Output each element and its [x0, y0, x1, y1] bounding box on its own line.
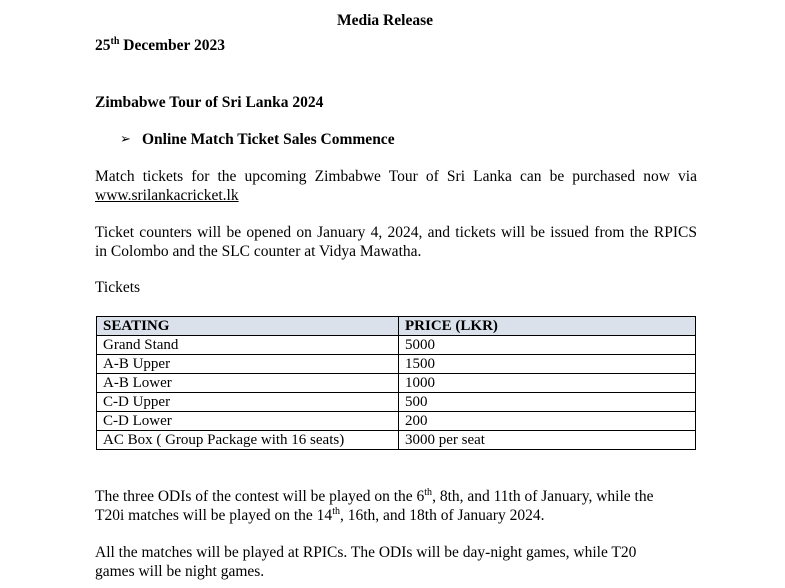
ticket-price-table [96, 316, 696, 450]
price-cell: 3000 per seat [399, 431, 696, 450]
seating-cell: Grand Stand [97, 336, 399, 355]
paragraph-schedule-line1 [95, 488, 653, 506]
paragraph-venue-line2: games will be night games. [95, 563, 265, 580]
table-row [97, 336, 696, 355]
table-row [97, 393, 696, 412]
header-seating: SEATING [97, 317, 399, 336]
paragraph-purchase-line1: Match tickets for the upcoming Zimbabwe Tour of Sri Lanka can be purchased now via [95, 168, 697, 185]
paragraph-schedule-line2 [95, 507, 544, 525]
price-cell: 5000 [399, 336, 696, 355]
website-link[interactable]: www.srilankacricket.lk [95, 187, 239, 204]
bullet-text: Online Match Ticket Sales Commence [142, 131, 395, 148]
price-cell: 1000 [399, 374, 696, 393]
date-day: 25 [95, 37, 111, 54]
seating-cell: A-B Upper [97, 355, 399, 374]
tour-heading: Zimbabwe Tour of Sri Lanka 2024 [95, 94, 324, 111]
table-row [97, 431, 696, 450]
ordinal-suffix: th [332, 505, 340, 517]
price-cell: 1500 [399, 355, 696, 374]
table-row [97, 374, 696, 393]
arrow-bullet-icon: ➢ [120, 132, 131, 147]
table-row [97, 355, 696, 374]
paragraph-venue-line1: All the matches will be played at RPICs. The ODIs will be day-night games, while T20 [95, 544, 637, 561]
seating-cell: AC Box ( Group Package with 16 seats) [97, 431, 399, 450]
date-suffix: th [110, 35, 120, 47]
seating-cell: A-B Lower [97, 374, 399, 393]
header-price: PRICE (LKR) [399, 317, 696, 336]
price-cell: 200 [399, 412, 696, 431]
seating-cell: C-D Lower [97, 412, 399, 431]
schedule-text: , 8th, and 11th of January, while the [432, 488, 654, 505]
price-cell: 500 [399, 393, 696, 412]
ordinal-suffix: th [424, 486, 433, 498]
table-header-row [97, 317, 696, 336]
paragraph-counters-line1: Ticket counters will be opened on January 4, 2024, and tickets will be issued from the RPICS [95, 224, 697, 241]
release-title: Media Release [337, 12, 433, 29]
release-date [95, 37, 225, 55]
schedule-text: T20i matches will be played on the 14 [95, 507, 333, 524]
date-rest: December 2023 [119, 37, 225, 54]
schedule-text: , 16th, and 18th of January 2024. [339, 507, 545, 524]
tickets-label: Tickets [95, 279, 141, 296]
seating-cell: C-D Upper [97, 393, 399, 412]
paragraph-counters-line2: in Colombo and the SLC counter at Vidya Mawatha. [95, 243, 422, 260]
table-row [97, 412, 696, 431]
schedule-text: The three ODIs of the contest will be played on the 6 [95, 488, 425, 505]
